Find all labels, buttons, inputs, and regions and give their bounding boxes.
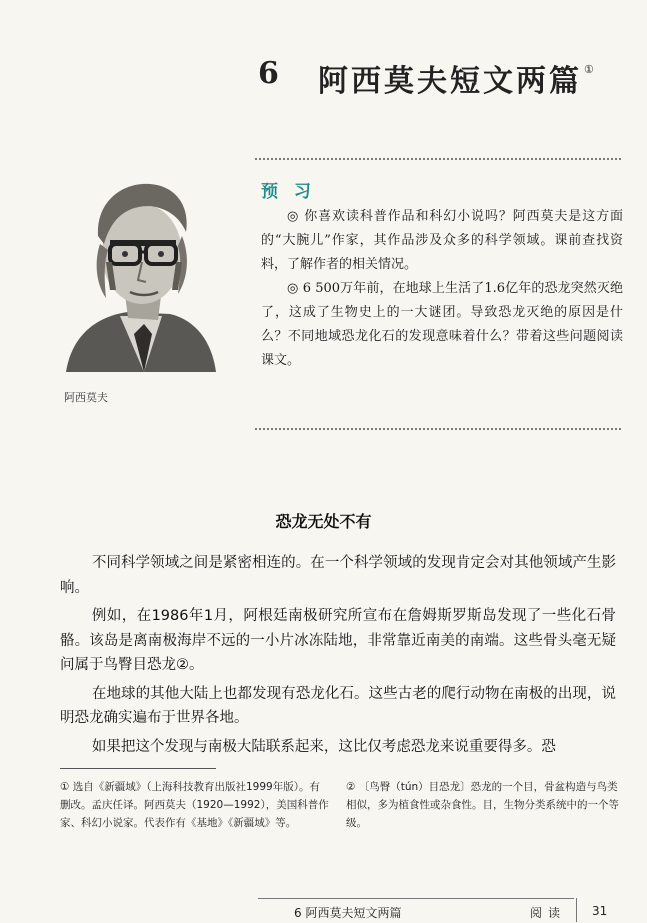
footnote-2-text: ② 〔鸟臀（tún）目恐龙〕恐龙的一个目，骨盆构造与鸟类相似，多为植食性或杂食性。目，生物分类系统中的一个等级。 bbox=[346, 781, 619, 829]
body-paragraph: 在地球的其他大陆上也都发现有恐龙化石。这些古老的爬行动物在南极的出现，说明恐龙确实遍布于世界各地。 bbox=[60, 685, 616, 726]
page-number: 31 bbox=[592, 904, 608, 918]
footer-chapter-ref: 6 阿西莫夫短文两篇 bbox=[294, 906, 402, 920]
chapter-title-footnote-marker: ① bbox=[584, 63, 594, 76]
preview-bottom-divider bbox=[255, 428, 621, 430]
author-portrait-image bbox=[58, 166, 216, 372]
chapter-number: 6 bbox=[258, 56, 279, 91]
portrait-caption: 阿西莫夫 bbox=[64, 391, 108, 404]
section-title: 恐龙无处不有 bbox=[275, 512, 372, 531]
footnote-2 bbox=[346, 778, 622, 832]
body-paragraph: 例如，在1986年1月，阿根廷南极研究所宣布在詹姆斯罗斯岛发现了一些化石骨骼。该岛是离南极海岸不远的一小片冰冻陆地，非常靠近南美的南端。这些骨头毫无疑问属于鸟臀目恐龙②。 bbox=[60, 608, 616, 673]
preview-body bbox=[261, 205, 623, 373]
body-paragraph: 如果把这个发现与南极大陆联系起来，这比仅考虑恐龙来说重要得多。恐 bbox=[91, 738, 556, 755]
footnote-1-text: ① 选自《新疆域》（上海科技教育出版社1999年版）。有删改。孟庆任译。阿西莫夫（1920—1992），美国科普作家、科幻小说家。代表作有《基地》《新疆域》等。 bbox=[60, 781, 329, 829]
footnote-1 bbox=[60, 778, 330, 832]
preview-title: 预 习 bbox=[261, 182, 316, 202]
preview-top-divider bbox=[255, 158, 621, 160]
footer-section-label: 阅读 bbox=[530, 906, 567, 920]
chapter-title-text: 阿西莫夫短文两篇 bbox=[318, 64, 582, 99]
footnote-divider bbox=[60, 768, 216, 769]
main-body-text bbox=[60, 551, 616, 763]
preview-paragraph: ◎ 你喜欢读科普作品和科幻小说吗？阿西莫夫是这方面的“大腕儿”作家，其作品涉及众多的科学领域。课前查找资料，了解作者的相关情况。 bbox=[261, 209, 623, 272]
preview-paragraph: ◎ 6 500万年前，在地球上生活了1.6亿年的恐龙突然灭绝了，这成了生物史上的一大谜团。导致恐龙灭绝的原因是什么？不同地域恐龙化石的发现意味着什么？带着这些问题阅读课文。 bbox=[261, 281, 623, 368]
body-paragraph: 不同科学领域之间是紧密相连的。在一个科学领域的发现肯定会对其他领域产生影响。 bbox=[60, 555, 616, 596]
chapter-title bbox=[318, 56, 594, 100]
footer-divider bbox=[258, 898, 574, 899]
footer-separator bbox=[576, 898, 577, 922]
